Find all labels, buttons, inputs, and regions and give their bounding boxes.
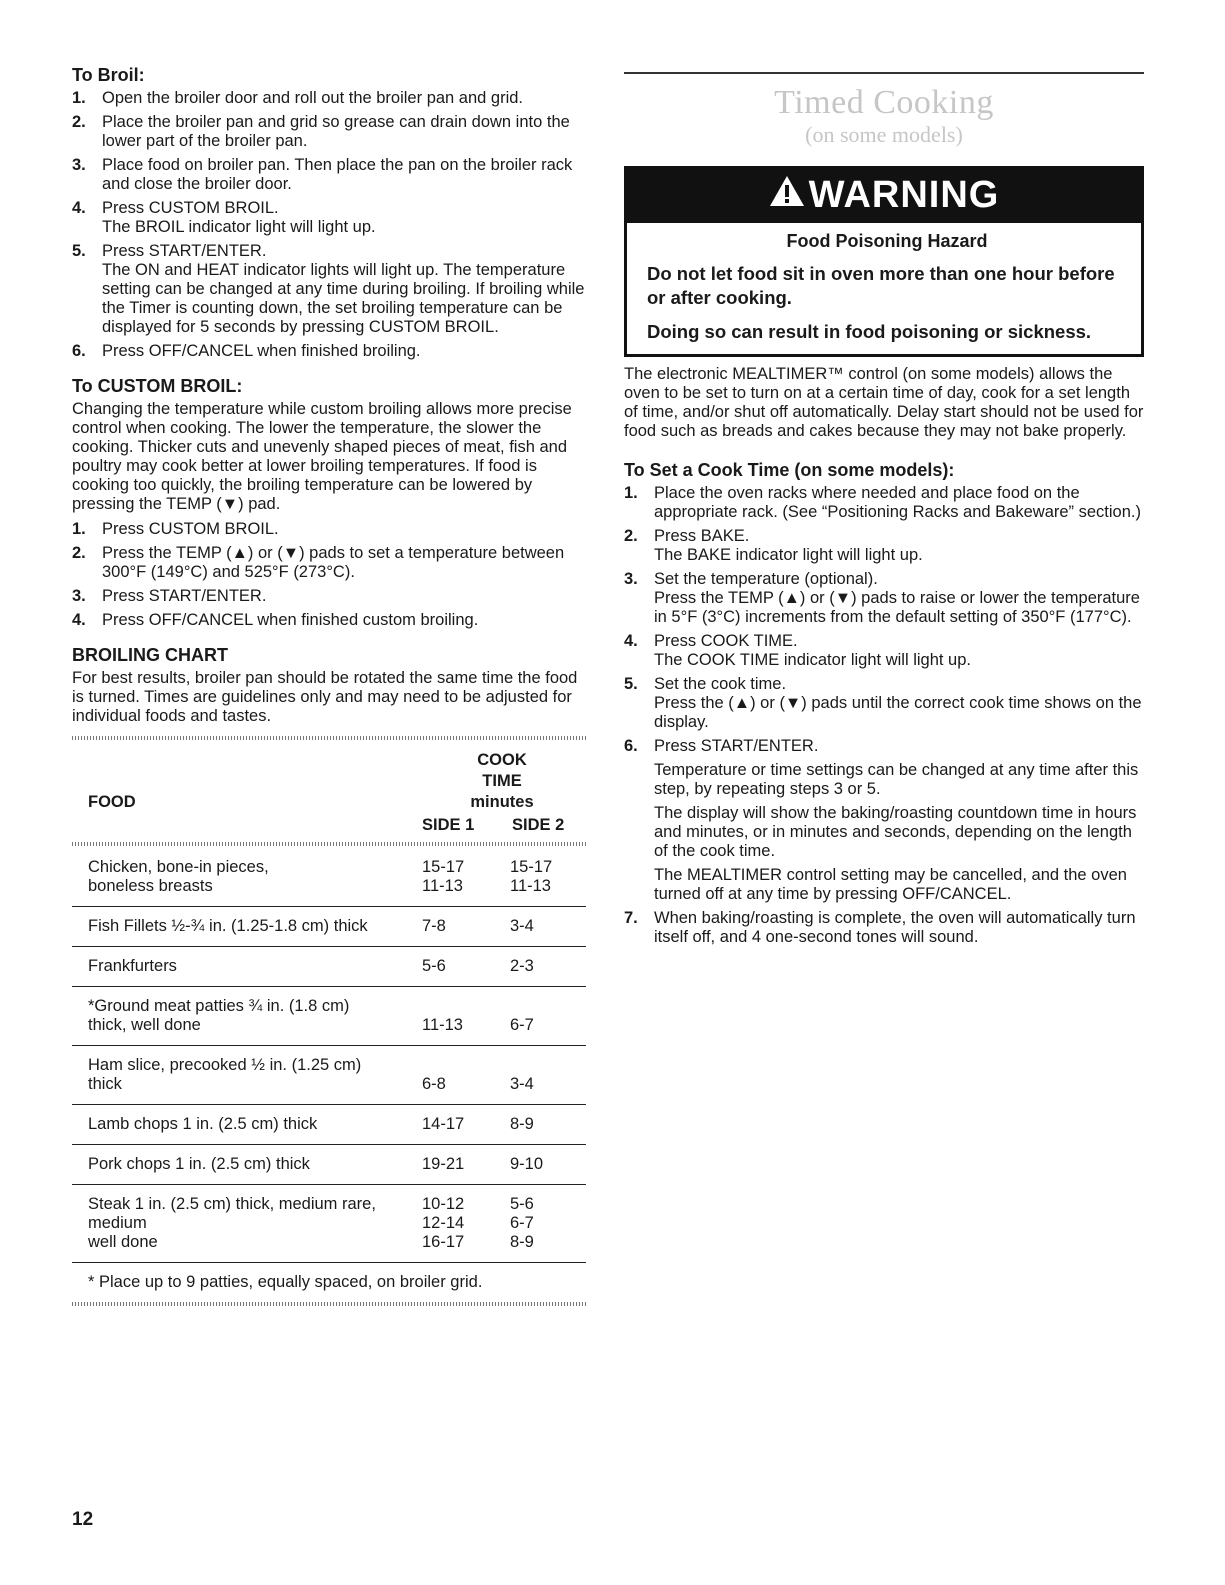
side1-cell: 19-21 <box>422 1155 465 1173</box>
step-number: 1. <box>72 89 86 107</box>
cook-time-steps <box>624 484 1144 947</box>
warning-label: WARNING <box>808 174 1000 216</box>
section-rule <box>624 72 1144 74</box>
list-item <box>624 527 1144 565</box>
side1-cell: 14-17 <box>422 1115 465 1133</box>
step-detail: The BROIL indicator light will light up. <box>102 218 376 236</box>
table-row <box>72 1145 586 1185</box>
step-text: Press CUSTOM BROIL. <box>102 520 279 538</box>
step-detail: The display will show the baking/roasting countdown time in hours and minutes, or in minutes and seconds, depending on the length of the cook time. <box>654 803 1137 860</box>
warning-triangle-icon <box>769 174 809 217</box>
minutes-label: minutes <box>470 793 534 811</box>
step-detail: The BAKE indicator light will light up. <box>654 545 923 564</box>
side1-cell: 5-6 <box>422 957 446 975</box>
step-detail: Press the TEMP (▲) or (▼) pads to raise or lower the temperature in 5°F (3°C) increments from the default setting of 350°F (177°C). <box>654 588 1140 626</box>
food-cell: Frankfurters <box>88 957 177 975</box>
step-detail: The COOK TIME indicator light will light up. <box>654 650 971 669</box>
table-header <box>72 740 586 832</box>
list-item <box>72 242 590 337</box>
warning-box <box>624 166 1144 357</box>
step-text: Set the temperature (optional). <box>654 569 878 588</box>
table-row <box>72 1185 586 1263</box>
step-number: 3. <box>624 569 638 588</box>
column-header-side2: SIDE 2 <box>512 816 565 834</box>
table-row <box>72 1046 586 1105</box>
side1-cell: 7-8 <box>422 917 446 935</box>
table-row <box>72 846 586 907</box>
side1-cell: 6-8 <box>422 1075 446 1093</box>
column-header-food: FOOD <box>88 793 136 811</box>
step-detail: The MEALTIMER control setting may be cancelled, and the oven turned off at any time by pressing OFF/CANCEL. <box>654 865 1127 903</box>
step-text: Press OFF/CANCEL when finished broiling. <box>102 342 421 360</box>
cook-time-heading: To Set a Cook Time (on some models): <box>624 459 955 480</box>
side2-cell: 3-4 <box>510 917 534 935</box>
table-row <box>72 907 586 947</box>
side2-cell: 3-4 <box>510 1075 534 1093</box>
step-text: Press the TEMP (▲) or (▼) pads to set a temperature between 300°F (149°C) and 525°F (273°C). <box>102 544 565 581</box>
broiling-chart-heading: BROILING CHART <box>72 645 228 665</box>
custom-broil-steps <box>72 520 590 630</box>
warning-body <box>627 223 1141 354</box>
side1-cell: 11-13 <box>422 1016 463 1034</box>
cook-label: COOK <box>477 751 527 769</box>
step-detail: Press the (▲) or (▼) pads until the correct cook time shows on the display. <box>654 693 1142 731</box>
food-cell: Pork chops 1 in. (2.5 cm) thick <box>88 1155 310 1173</box>
step-text: Place food on broiler pan. Then place the pan on the broiler rack and close the broiler door. <box>102 156 573 193</box>
side1-cell: 10-12 12-14 16-17 <box>422 1195 465 1251</box>
broiling-chart-table <box>72 736 586 1306</box>
step-number: 6. <box>624 736 638 755</box>
step-text: Open the broiler door and roll out the broiler pan and grid. <box>102 89 524 107</box>
warning-text: Doing so can result in food poisoning or sickness. <box>647 320 1092 342</box>
time-label: TIME <box>482 772 522 790</box>
step-number: 6. <box>72 342 86 360</box>
side2-cell: 8-9 <box>510 1115 534 1133</box>
list-item <box>72 89 590 108</box>
step-number: 1. <box>624 483 638 502</box>
side2-cell: 2-3 <box>510 957 534 975</box>
step-number: 4. <box>624 631 638 650</box>
food-cell: *Ground meat patties ¾ in. (1.8 cm) thick, well done <box>88 997 350 1034</box>
step-number: 2. <box>624 526 638 545</box>
section-title: Timed Cooking <box>774 83 994 121</box>
step-text: Press COOK TIME. <box>654 631 798 650</box>
step-number: 2. <box>72 544 86 562</box>
step-text: When baking/roasting is complete, the oven will automatically turn itself off, and 4 one-second tones will sound. <box>654 908 1136 946</box>
column-header-side1: SIDE 1 <box>422 816 475 834</box>
broil-steps <box>72 89 590 361</box>
left-column <box>72 64 590 1306</box>
dotted-divider <box>72 1302 586 1306</box>
food-cell: Lamb chops 1 in. (2.5 cm) thick <box>88 1115 318 1133</box>
step-text: Place the broiler pan and grid so grease can drain down into the lower part of the broiler pan. <box>102 113 570 150</box>
step-number: 4. <box>72 199 86 217</box>
side2-cell: 9-10 <box>510 1155 544 1173</box>
step-number: 5. <box>624 674 638 693</box>
step-detail: Temperature or time settings can be changed at any time after this step, by repeating steps 3 or 5. <box>654 760 1139 798</box>
list-item <box>624 632 1144 670</box>
custom-broil-intro: Changing the temperature while custom broiling allows more precise control when cooking. The lower the temperature, the slower the cooking. Thicker cuts and unevenly shaped pieces of meat, fish and poultry may cook better at lower broiling temperatures. If food is cooking too quickly, the broiling temperature can be lowered by pressing the TEMP (▼) pad. <box>72 400 572 513</box>
list-item <box>624 737 1144 904</box>
hazard-title: Food Poisoning Hazard <box>786 230 988 251</box>
step-number: 5. <box>72 242 86 260</box>
table-row <box>72 1105 586 1145</box>
step-number: 4. <box>72 611 86 629</box>
step-detail: The ON and HEAT indicator lights will light up. The temperature setting can be changed at any time during broiling. If broiling while the Timer is counting down, the set broiling temperature can be displayed for 5 seconds by pressing CUSTOM BROIL. <box>102 261 585 336</box>
step-text: Press OFF/CANCEL when finished custom broiling. <box>102 611 479 629</box>
food-cell: Ham slice, precooked ½ in. (1.25 cm) thick <box>88 1056 362 1093</box>
side1-cell: 15-17 11-13 <box>422 858 465 895</box>
step-text: Set the cook time. <box>654 674 787 693</box>
step-number: 3. <box>72 156 86 174</box>
list-item <box>72 611 590 630</box>
list-item <box>624 484 1144 522</box>
side2-cell: 5-6 6-7 8-9 <box>510 1195 534 1251</box>
table-row <box>72 947 586 987</box>
broiling-chart-intro: For best results, broiler pan should be rotated the same time the food is turned. Times are guidelines only and may need to be adjusted for individual foods and tastes. <box>72 669 578 725</box>
list-item <box>624 675 1144 732</box>
step-text: Press CUSTOM BROIL. <box>102 199 279 217</box>
food-cell: Chicken, bone-in pieces, boneless breasts <box>88 858 269 895</box>
list-item <box>72 113 590 151</box>
page-number: 12 <box>72 1509 94 1530</box>
list-item <box>72 544 590 582</box>
list-item <box>72 156 590 194</box>
side2-cell: 15-17 11-13 <box>510 858 553 895</box>
food-cell: Fish Fillets ½-¾ in. (1.25-1.8 cm) thick <box>88 917 368 935</box>
step-number: 1. <box>72 520 86 538</box>
food-cell: Steak 1 in. (2.5 cm) thick, medium rare, medium well done <box>88 1195 376 1251</box>
table-footnote: * Place up to 9 patties, equally spaced, on broiler grid. <box>88 1273 483 1291</box>
table-row <box>72 987 586 1046</box>
list-item <box>72 587 590 606</box>
mealtimer-intro: The electronic MEALTIMER™ control (on some models) allows the oven to be set to turn on at a certain time of day, cook for a set length of time, and/or shut off automatically. Delay start should not be used for food such as breads and cakes because they may not bake properly. <box>624 364 1144 440</box>
step-text: Press BAKE. <box>654 526 750 545</box>
step-number: 3. <box>72 587 86 605</box>
step-text: Press START/ENTER. <box>654 736 819 755</box>
step-text: Press START/ENTER. <box>102 587 267 605</box>
section-subtitle: (on some models) <box>805 121 963 147</box>
broil-heading: To Broil: <box>72 65 145 85</box>
column-header-cook-time <box>412 750 592 813</box>
list-item <box>72 342 590 361</box>
right-column <box>624 64 1144 952</box>
warning-banner <box>627 169 1141 223</box>
step-number: 7. <box>624 908 638 927</box>
list-item <box>624 909 1144 947</box>
list-item <box>72 199 590 237</box>
step-text: Place the oven racks where needed and place food on the appropriate rack. (See “Positioning Racks and Bakeware” section.) <box>654 483 1141 521</box>
step-text: Press START/ENTER. <box>102 242 267 260</box>
list-item <box>72 520 590 539</box>
warning-text: Do not let food sit in oven more than one hour before or after cooking. <box>647 262 1115 308</box>
custom-broil-heading: To CUSTOM BROIL: <box>72 376 243 396</box>
list-item <box>624 570 1144 627</box>
side2-cell: 6-7 <box>510 1016 534 1034</box>
step-number: 2. <box>72 113 86 131</box>
